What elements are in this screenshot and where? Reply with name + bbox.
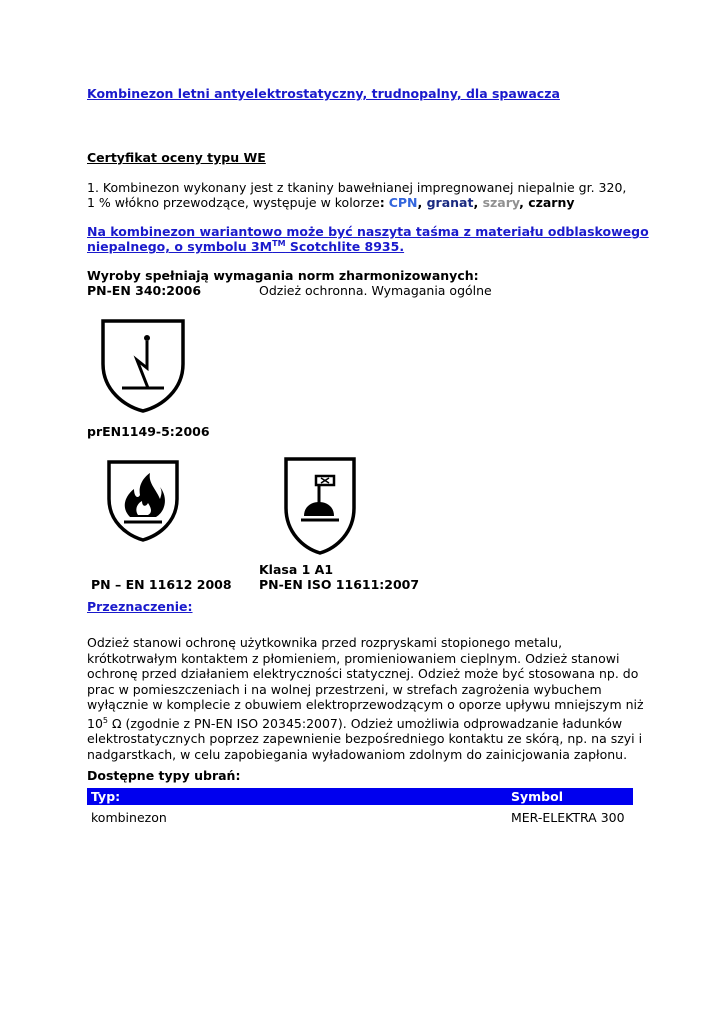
color-czarny: czarny xyxy=(528,195,575,210)
notice-suffix: Scotchlite 8935. xyxy=(285,239,405,255)
antistatic-pictogram-icon xyxy=(100,318,186,414)
ten: 10 xyxy=(87,715,103,731)
purpose-line xyxy=(87,713,644,732)
types-heading: Dostępne typy ubrań: xyxy=(87,768,241,783)
purpose-line: krótkotrwałym kontaktem z płomieniem, promieniowaniem cieplnym. Odzież stanowi xyxy=(87,650,620,666)
sep: , xyxy=(417,195,427,210)
color-cpn: CPN xyxy=(388,195,418,210)
table-cell-typ: kombinezon xyxy=(91,810,167,825)
flame-pictogram-icon xyxy=(106,459,180,543)
purpose-line: nadgarstkach, w celu zapobiegania wyładowaniom zdolnym do zainicjowania zapłonu. xyxy=(87,746,628,762)
std-11611-code: PN-EN ISO 11611:2007 xyxy=(259,577,420,592)
welding-pictogram-icon xyxy=(283,456,357,556)
document-title[interactable]: Kombinezon letni antyelektrostatyczny, trudnopalny, dla spawacza xyxy=(87,86,560,101)
notice-text: niepalnego, o symbolu 3M xyxy=(87,239,273,255)
purpose-line-rest: Ω (zgodnie z PN-EN ISO 20345:2007). Odzież umożliwia odprowadzanie ładunków xyxy=(108,715,623,731)
description-line-1 xyxy=(87,180,626,195)
notice-line-1[interactable]: Na kombinezon wariantowo może być naszyta taśma z materiału odblaskowego xyxy=(87,224,649,239)
std-11612-code: PN – EN 11612 2008 xyxy=(91,577,232,592)
trademark: TM xyxy=(272,239,286,248)
norms-heading: Wyroby spełniają wymagania norm zharmonizowanych: xyxy=(87,268,479,283)
purpose-paragraph xyxy=(87,635,644,762)
exponent: 5 xyxy=(102,715,108,725)
colon: : xyxy=(379,195,385,210)
purpose-line: prac w pomieszczeniach i na wolnej przestrzeni, w strefach zagrożenia wybuchem xyxy=(87,681,602,697)
klasa-label: Klasa 1 A1 xyxy=(259,562,334,577)
sep: , xyxy=(473,195,483,210)
purpose-line: ochronę przed działaniem elektryczności statycznej. Odzież może być stosowana np. do xyxy=(87,666,639,681)
purpose-line: Odzież stanowi ochronę użytkownika przed rozpryskami stopionego metalu, xyxy=(87,635,563,650)
description-line-2 xyxy=(87,195,575,210)
notice-line-2[interactable] xyxy=(87,239,404,254)
table-cell-symbol: MER-ELEKTRA 300 xyxy=(511,810,625,825)
purpose-line: elektrostatycznych poprzez zapewnienie bezpośredniego kontaktu ze skórą, np. na szyi i xyxy=(87,731,643,747)
color-szary: szary xyxy=(482,195,520,210)
sep: , xyxy=(519,195,529,210)
std-340-desc: Odzież ochronna. Wymagania ogólne xyxy=(259,283,492,298)
purpose-heading[interactable]: Przeznaczenie: xyxy=(87,599,193,614)
column-header-typ: Typ: xyxy=(91,789,121,804)
column-header-symbol: Symbol xyxy=(511,789,563,804)
cert-heading: Certyfikat oceny typu WE xyxy=(87,150,266,165)
std-1149-code: prEN1149-5:2006 xyxy=(87,424,210,439)
description-text-2: 1 % włókno przewodzące, występuje w kolorze xyxy=(87,195,380,210)
purpose-line: wyłącznie w komplecie z obuwiem elektroprzewodzącym o oporze upływu mniejszym niż xyxy=(87,697,644,712)
description-text-1: 1. Kombinezon wykonany jest z tkaniny bawełnianej impregnowanej niepalnie gr. 320, xyxy=(87,180,627,195)
std-340-code: PN-EN 340:2006 xyxy=(87,283,202,298)
color-granat: granat xyxy=(426,195,474,210)
